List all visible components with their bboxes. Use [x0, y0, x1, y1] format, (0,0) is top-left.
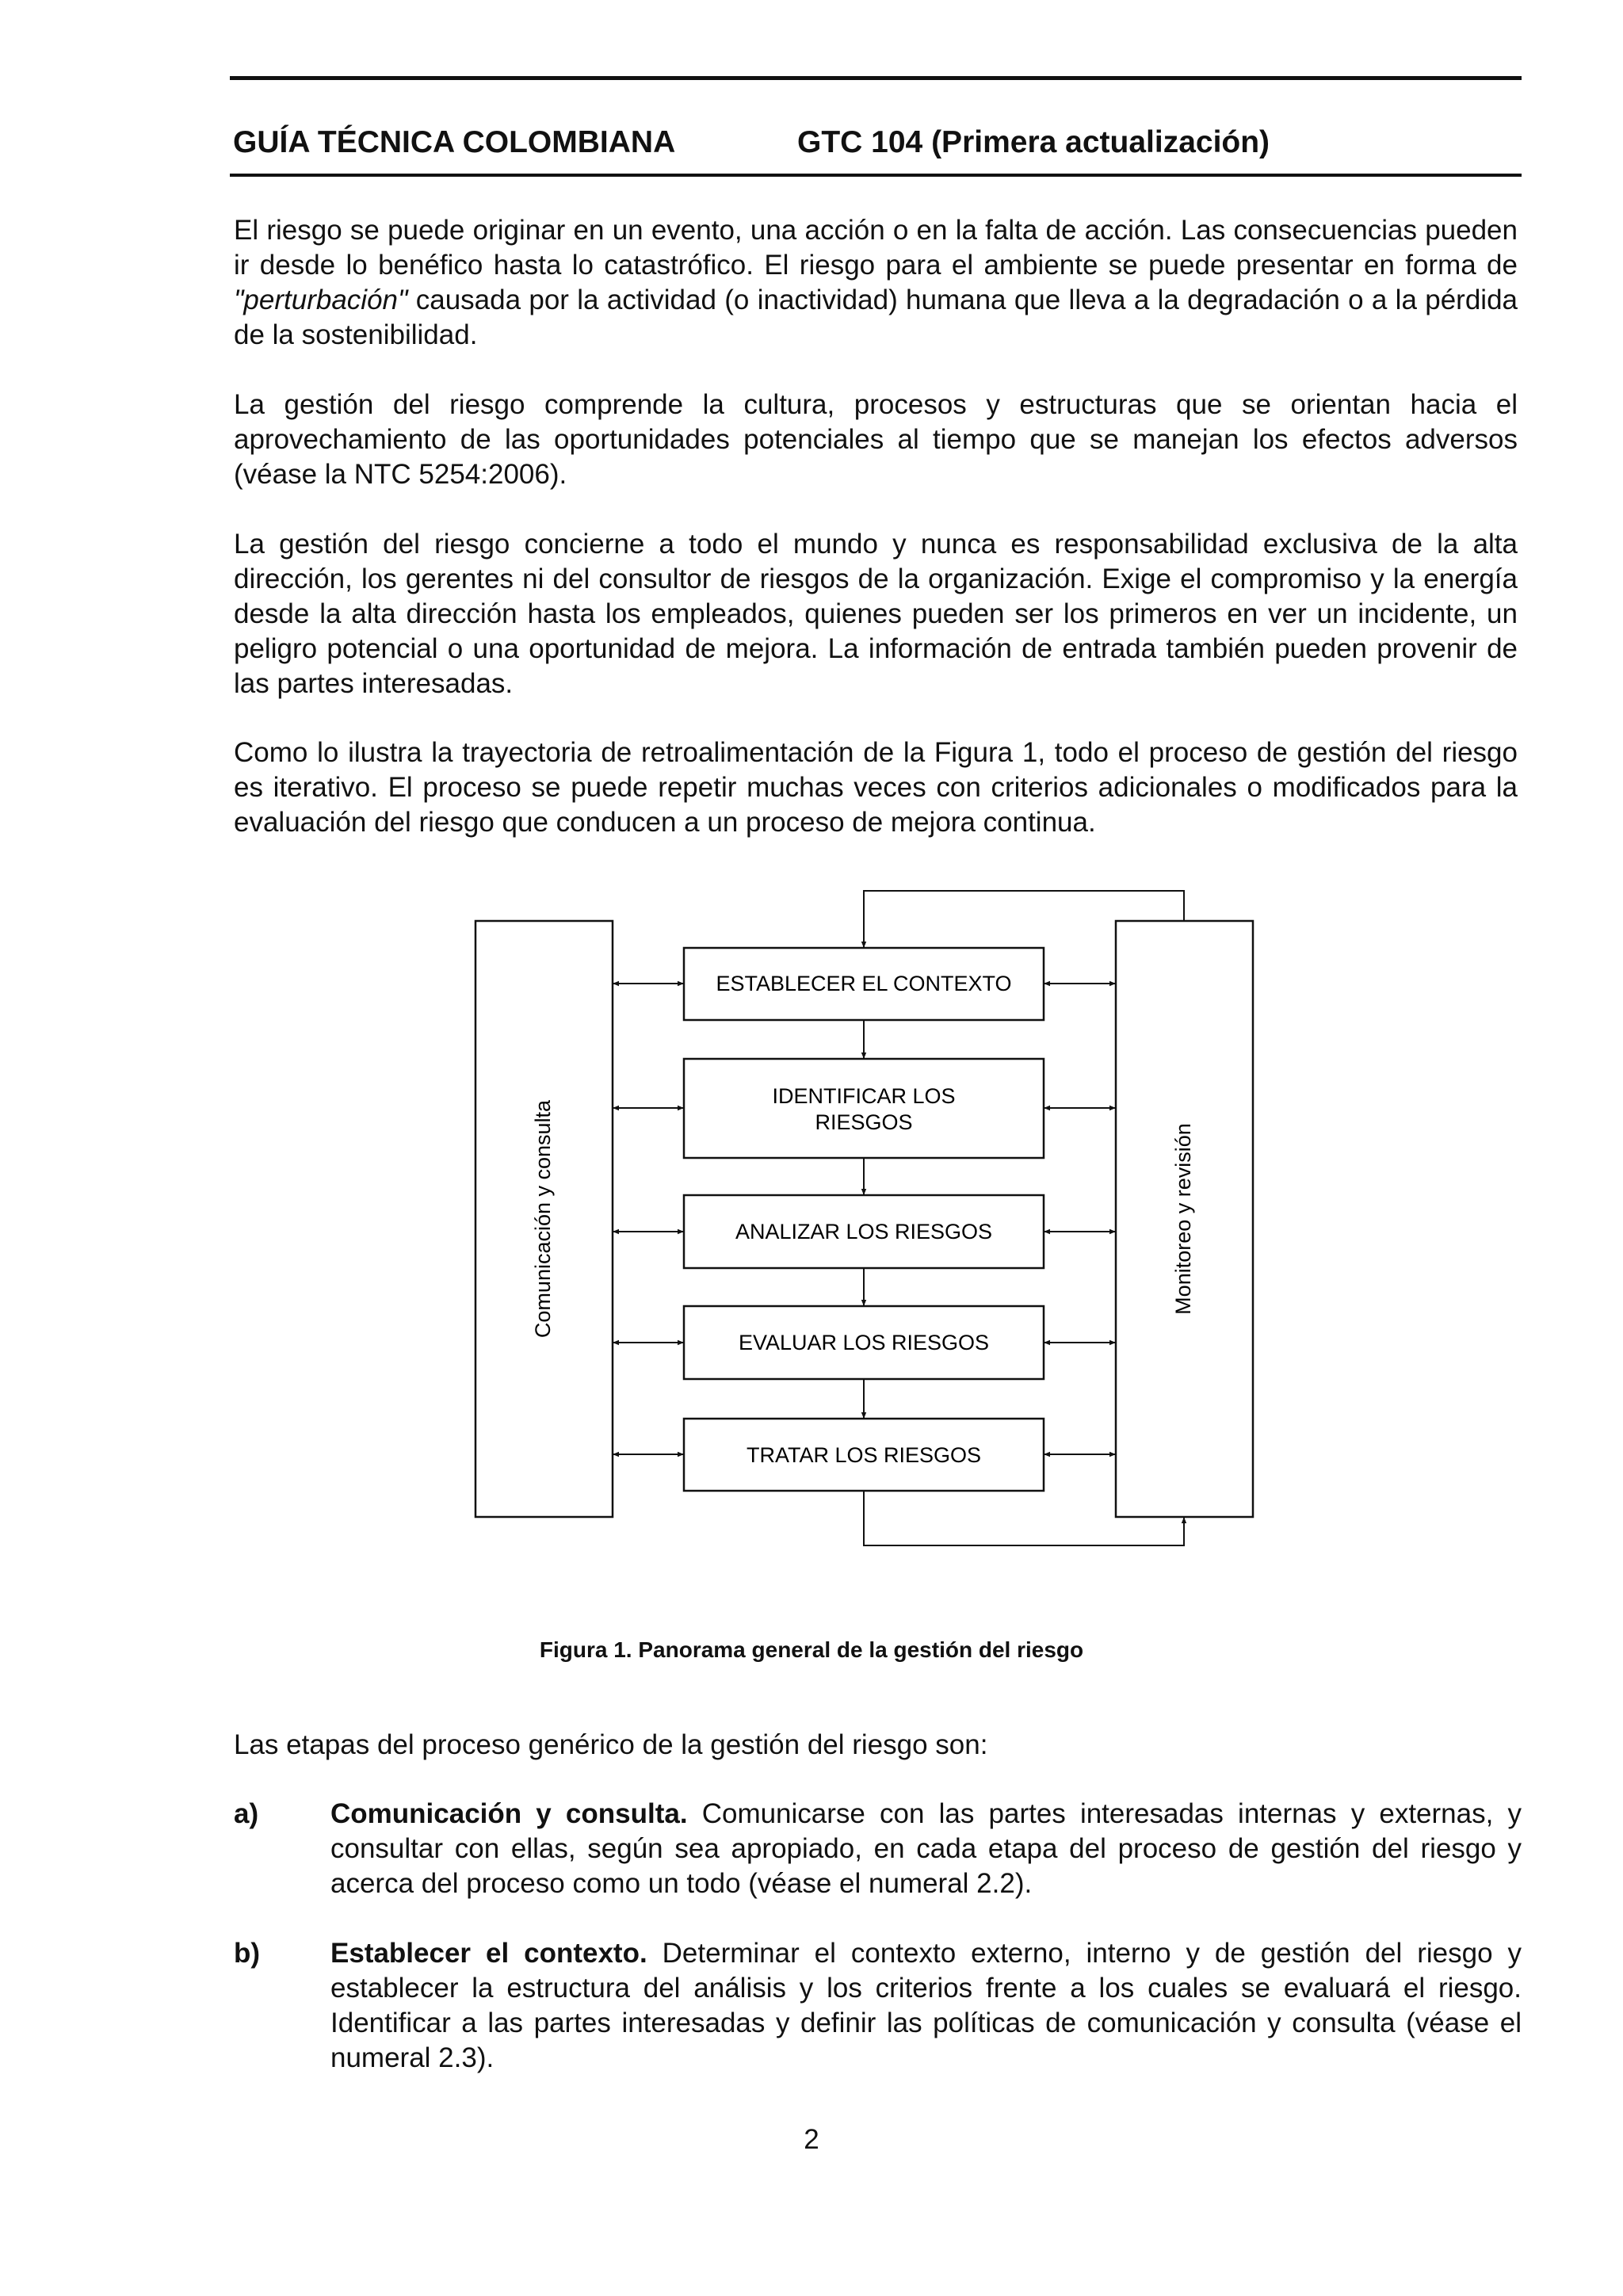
step-establish-context	[684, 948, 1044, 1020]
page-number: 2	[804, 2124, 819, 2155]
communication-box-label: Comunicación y consulta	[531, 1099, 555, 1339]
step-label-line2: RIESGOS	[815, 1110, 913, 1134]
step-label: EVALUAR LOS RIESGOS	[738, 1331, 990, 1354]
list-item-body	[330, 1797, 1522, 1901]
step-label: IDENTIFICAR LOS	[772, 1084, 956, 1108]
figure-caption: Figura 1. Panorama general de la gestión del riesgo	[539, 1637, 1084, 1662]
paragraph-4: Como lo ilustra la trayectoria de retroalimentación de la Figura 1, todo el proceso de gestión del riesgo es iterativo. El proceso se puede repetir muchas veces con criterios adicionales o modificados para la evaluación del riesgo que conducen a un proceso de mejora continua.	[234, 737, 1518, 838]
step-label: ANALIZAR LOS RIESGOS	[735, 1220, 993, 1244]
paragraph-1-part-b: causada por la actividad (o inactividad) humana que lleva a la degradación o a la pérdida de la sostenibilidad.	[234, 285, 1518, 350]
paragraph-1-emphasis: "perturbación"	[234, 285, 408, 315]
step-treat-risks	[684, 1419, 1044, 1491]
list-item-term: Comunicación y consulta.	[330, 1798, 688, 1829]
paragraph-3: La gestión del riesgo concierne a todo el mundo y nunca es responsabilidad exclusiva de la alta dirección, los gerentes ni del consultor de riesgos de la organización. Exige el compromiso y la energía desde la alta dirección hasta los empleados, quienes pueden ser los primeros en ver un incidente, un peligro potencial o una oportunidad de mejora. La información de entrada también pueden provenir de las partes interesadas.	[234, 529, 1518, 699]
list-item-term: Establecer el contexto.	[330, 1938, 647, 1969]
list-item-text: Comunicarse con las partes interesadas internas y externas, y consultar con ellas, según sea apropiado, en cada etapa del proceso de gestión del riesgo y acerca del proceso como un todo (véase el numeral 2.2).	[330, 1798, 1522, 1899]
list-marker: a)	[234, 1798, 259, 1829]
step-label: ESTABLECER EL CONTEXTO	[716, 972, 1012, 995]
step-analyze-risks	[684, 1195, 1044, 1268]
list-item-text: Determinar el contexto externo, interno y de gestión del riesgo y establecer la estructura del análisis y los criterios frente a los cuales se evaluará el riesgo. Identificar a las partes interesadas y definir las políticas de comunicación y consulta (véase el numeral 2.3).	[330, 1938, 1522, 2073]
paragraph-2: La gestión del riesgo comprende la cultura, procesos y estructuras que se orientan hacia el aprovechamiento de las oportunidades potenciales al tiempo que se manejan los efectos adversos (véase la NTC 5254:2006).	[234, 389, 1518, 490]
step-label: TRATAR LOS RIESGOS	[746, 1443, 982, 1467]
step-evaluate-risks	[684, 1306, 1044, 1379]
header-document-type: GUÍA TÉCNICA COLOMBIANA	[233, 125, 676, 159]
list-intro: Las etapas del proceso genérico de la gestión del riesgo son:	[234, 1729, 988, 1760]
step-identify-risks	[684, 1059, 1044, 1158]
paragraph-1-part-a: El riesgo se puede originar en un evento, una acción o en la falta de acción. Las consecuencias pueden ir desde lo benéfico hasta lo catastrófico. El riesgo para el ambiente se puede presentar en forma de	[234, 215, 1518, 281]
list-marker: b)	[234, 1938, 261, 1969]
list-item-body	[330, 1936, 1522, 2076]
monitoring-box-label: Monitoreo y revisión	[1171, 1123, 1195, 1315]
header-document-code: GTC 104 (Primera actualización)	[797, 125, 1270, 159]
